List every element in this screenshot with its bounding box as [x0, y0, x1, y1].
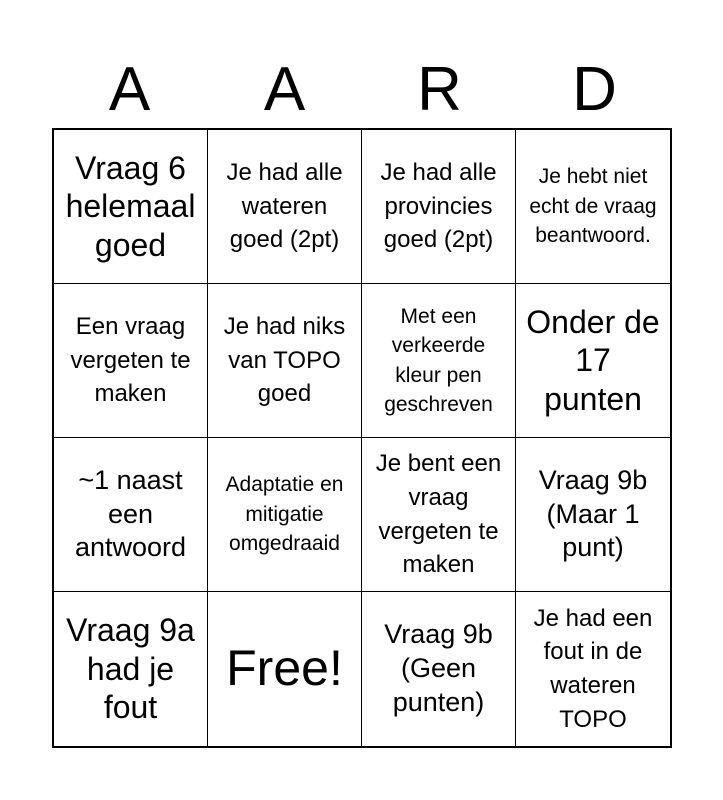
- header-letter-a-2: A: [263, 55, 306, 124]
- header-letter-d: D: [572, 55, 617, 124]
- bingo-cell-r2-c4[interactable]: [516, 284, 670, 438]
- cell-text: Je had een fout in de wateren TOPO: [533, 604, 653, 733]
- cell-text: Je hebt niet echt de vraag beantwoord.: [529, 165, 657, 248]
- bingo-header: [52, 52, 672, 128]
- bingo-cell-r3-c1[interactable]: [54, 438, 208, 592]
- cell-text: Vraag 9a had je fout: [66, 612, 195, 726]
- bingo-cell-r4-c1[interactable]: [54, 592, 208, 746]
- bingo-cell-r1-c3[interactable]: [362, 130, 516, 284]
- cell-text: ~1 naast een antwoord: [74, 464, 187, 563]
- cell-text: Vraag 9b (Geen punten): [384, 619, 493, 717]
- bingo-cell-r4-c4[interactable]: [516, 592, 670, 746]
- bingo-cell-r3-c2[interactable]: [208, 438, 362, 592]
- cell-text: Vraag 6 helemaal goed: [65, 149, 196, 263]
- cell-text: Adaptatie en mitigatie omgedraaid: [225, 473, 344, 556]
- cell-text: Een vraag vergeten te maken: [70, 313, 191, 408]
- bingo-cell-r1-c2[interactable]: [208, 130, 362, 284]
- free-space-label: Free!: [226, 640, 343, 697]
- cell-text: Je had niks van TOPO goed: [223, 313, 346, 408]
- bingo-cell-r3-c4[interactable]: [516, 438, 670, 592]
- bingo-cell-r2-c2[interactable]: [208, 284, 362, 438]
- bingo-cell-r1-c4[interactable]: [516, 130, 670, 284]
- bingo-cell-free[interactable]: [208, 592, 362, 746]
- header-letter-a: A: [108, 55, 151, 124]
- bingo-board: [52, 128, 672, 748]
- bingo-cell-r4-c3[interactable]: [362, 592, 516, 746]
- bingo-cell-r3-c3[interactable]: [362, 438, 516, 592]
- cell-text: Met een verkeerde kleur pen geschreven: [384, 304, 493, 416]
- bingo-cell-r2-c3[interactable]: [362, 284, 516, 438]
- bingo-cell-r2-c1[interactable]: [54, 284, 208, 438]
- cell-text: Je had alle wateren goed (2pt): [226, 159, 343, 254]
- cell-text: Je had alle provincies goed (2pt): [380, 159, 497, 254]
- bingo-cell-r1-c1[interactable]: [54, 130, 208, 284]
- cell-text: Vraag 9b (Maar 1 punt): [538, 464, 648, 563]
- cell-text: Je bent een vraag vergeten te maken: [375, 450, 502, 579]
- header-letter-r: R: [417, 55, 462, 124]
- cell-text: Onder de 17 punten: [526, 303, 660, 417]
